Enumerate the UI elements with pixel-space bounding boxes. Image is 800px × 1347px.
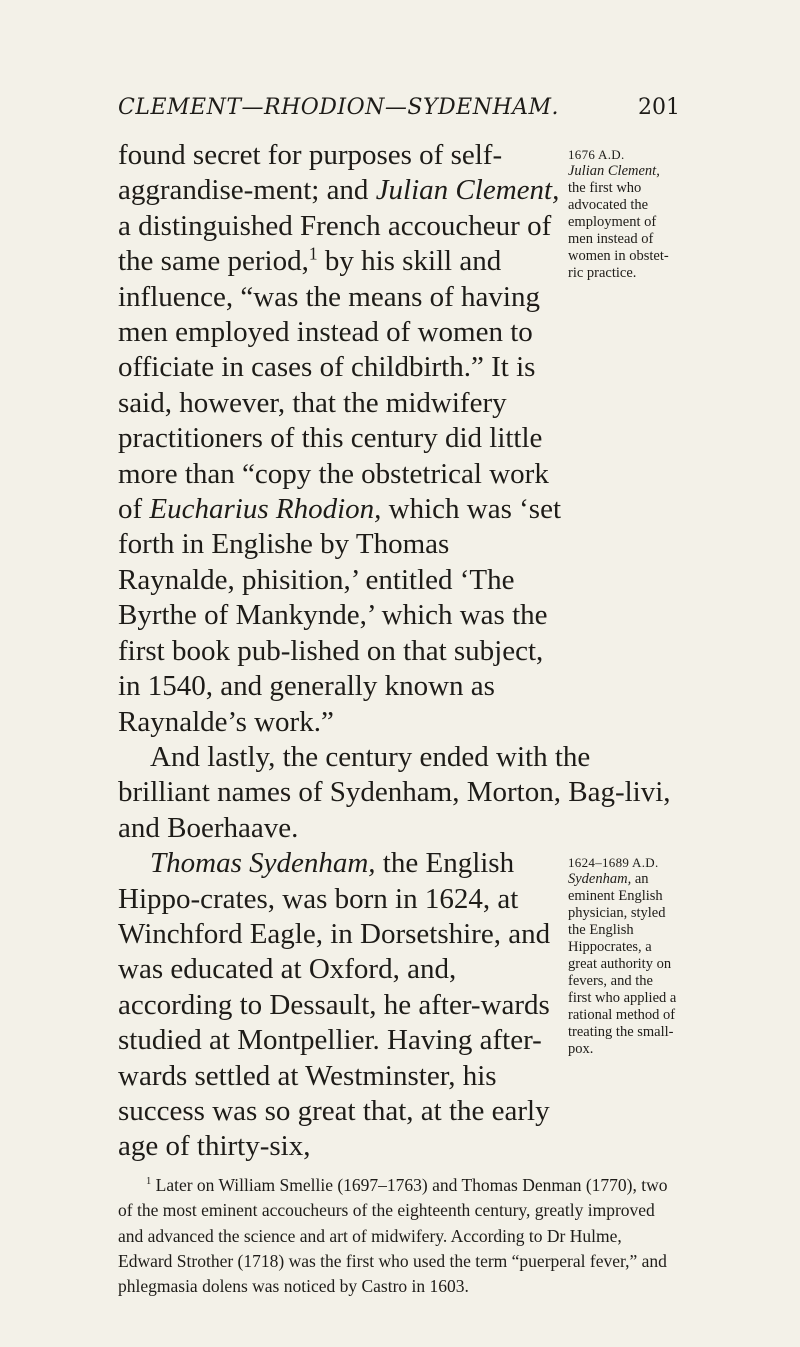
running-head: CLEMENT—RHODION—SYDENHAM. <box>118 95 560 120</box>
page-number: 201 <box>638 95 680 120</box>
sydenham-block <box>118 846 678 1165</box>
sidenote-date: 1676 A.D. <box>568 147 625 162</box>
work-title: Eucharius Rhodion, <box>149 493 382 526</box>
clement-block <box>118 138 678 740</box>
text-run: found secret for purposes of self-aggrandise-ment; and <box>118 139 503 207</box>
sidenote-date: 1624–1689 A.D. <box>568 855 659 871</box>
body-text <box>118 138 678 1165</box>
footnote-reference: 1 <box>308 243 318 264</box>
sidenote-name: Sydenham, <box>568 871 632 888</box>
person-name: Julian Clement, <box>375 174 560 207</box>
text-run: which was ‘set forth in Englishe by Thomas Raynalde, phisition,’ entitled ‘The Byrthe of Mankynde,’ which was the first book pub-lished on that subject, in 1540, and generally known as Raynalde’s work.” <box>118 493 562 738</box>
footnote <box>118 1173 678 1299</box>
sidenote-text: an eminent English physician, styled the English Hippocrates, a great authority on fevers, and the first who applied a rational method of treating the small-pox. <box>568 871 677 1058</box>
sidenote-clement <box>568 138 678 282</box>
sidenote-sydenham <box>568 846 678 1058</box>
paragraph-clement <box>118 138 566 740</box>
footnote-marker: 1 <box>146 1176 152 1188</box>
sidenote-name: Julian Clement, <box>568 163 660 179</box>
footnotes <box>118 1173 678 1299</box>
text-run: by his skill and influence, “was the means of having men employed instead of women to officiate in cases of childbirth.” It is said, however, that the midwifery practitioners of this century did little more than “copy the obstetrical work of <box>118 245 549 526</box>
paragraph-century-end: And lastly, the century ended with the brilliant names of Sydenham, Morton, Bag-livi, and Boerhaave. <box>118 740 671 844</box>
text-run: the English Hippo-crates, was born in 1624, at Winchford Eagle, in Dorsetshire, and was educated at Oxford, and, according to Dessault, he after-wards studied at Montpellier. Having after-wards settled at Westminster, his success was so great that, at the early age of thirty-six, <box>118 847 551 1163</box>
person-name: Thomas Sydenham, <box>150 847 376 880</box>
sidenote-text: the first who advocated the employment of men instead of women in obstet-ric practice. <box>568 180 669 281</box>
text-run: a distinguished French accoucheur of the same period, <box>118 209 552 278</box>
footnote-text: Later on William Smellie (1697–1763) and Thomas Denman (1770), two of the most eminent accoucheurs of the eighteenth century, greatly improved and advanced the science and art of midwifery. According to Dr Hulme, Edward Strother (1718) was the first who used the term “puerperal fever,” and phlegmasia dolens was noticed by Castro in 1603. <box>118 1175 668 1297</box>
paragraph-sydenham <box>118 846 566 1165</box>
